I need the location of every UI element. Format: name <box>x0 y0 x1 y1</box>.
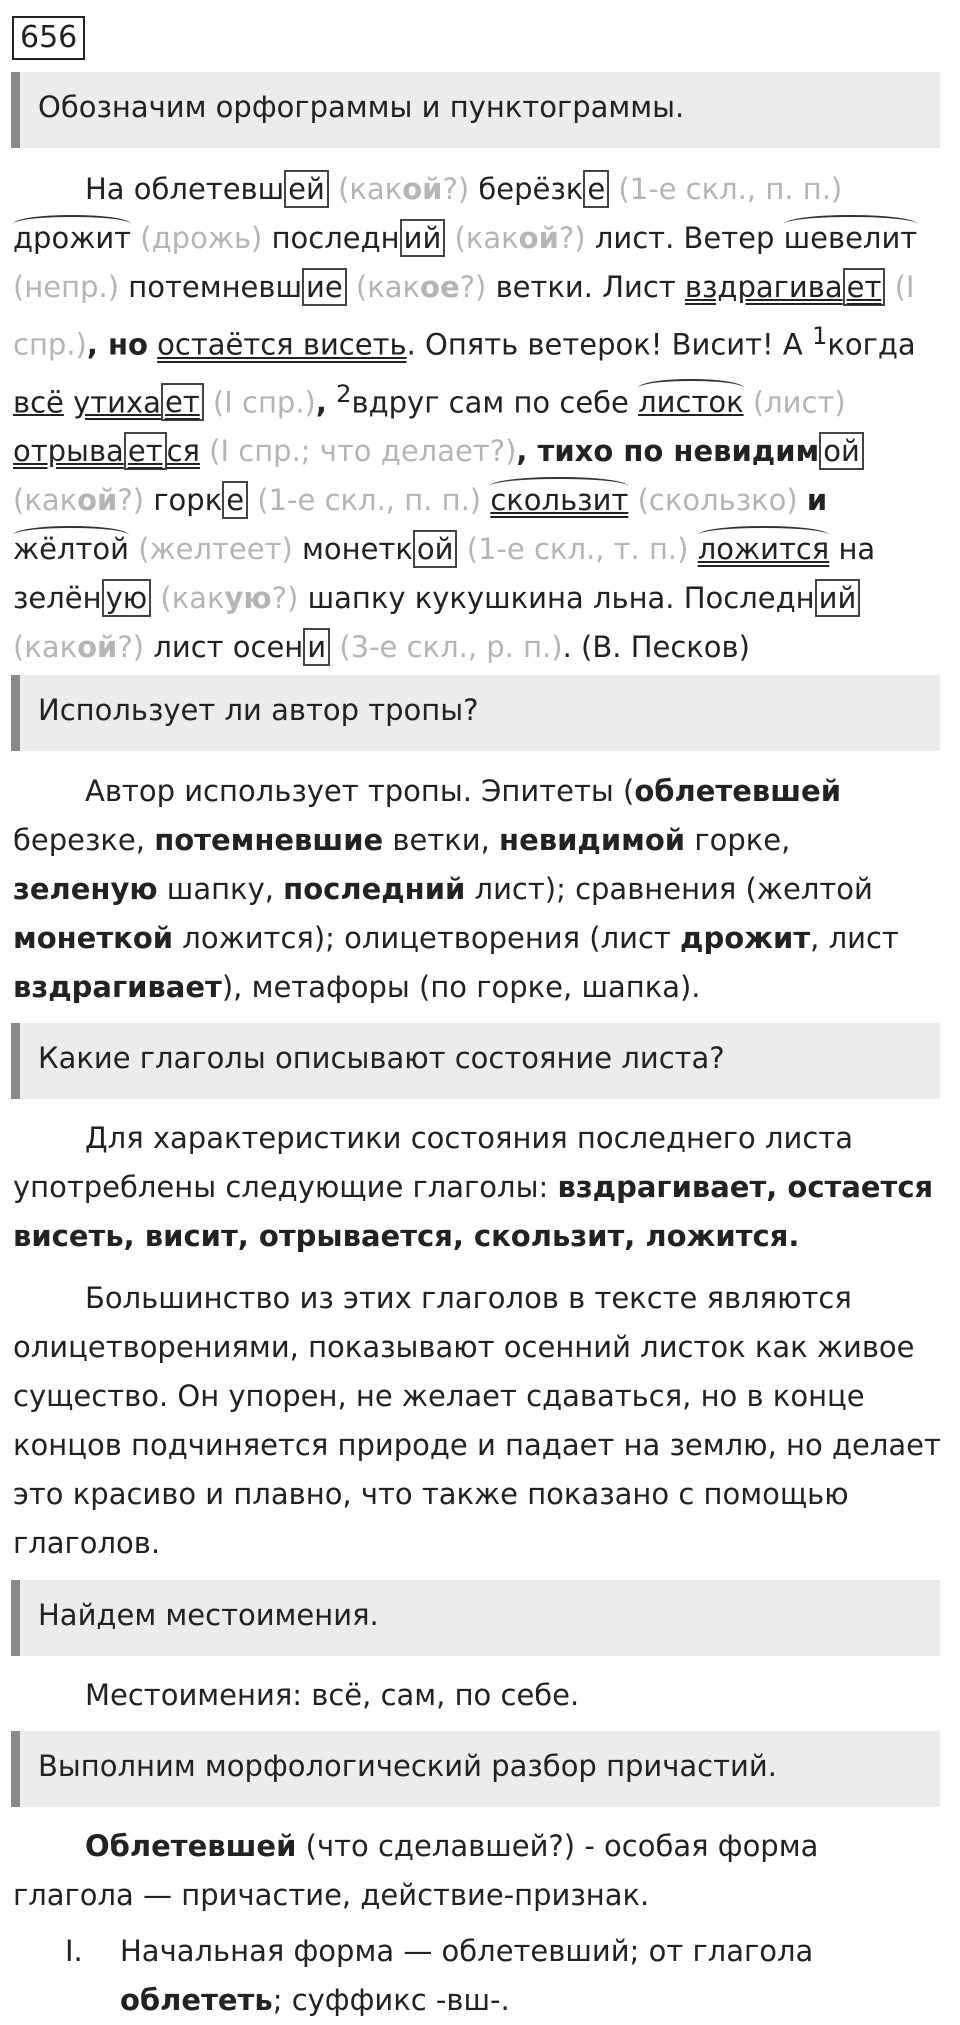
exercise-number: 656 <box>12 16 85 60</box>
annotated-text: На облетевш ей (какой?) берёзк е (1-е скл., п. п.) дрожит (дрожь) последн ий (какой?) лист. Ветер шевелит (непр.) потемневш ие (какое?) ветки. Лист вздрагива ет (I спр.), но остаётся висеть. Опять ветерок! Висит! А $^1$когда всё утиха ет (I спр.), $^2$вдруг сам по себе листок (лист) отрыва ет ся (I спр.; что делает?), тихо по невидим ой (какой?) горк е (1-е скл., п. п.) скользит (скользко) и жёлтой (желтеет) монетк ой (1-е скл., т. п.) ложится на зелён ую (какую?) шапку кукушкина льна. Последн ий (какой?) лист осен и (3-е скл., р. п.). (В. Песков) <box>13 172 918 665</box>
participle-paragraph: Облетевшей (что сделавшей?) - особая форма глагола — причастие, действие-признак. <box>13 1829 819 1912</box>
section-header-text: Использует ли автор тропы? <box>38 693 479 727</box>
tropes-paragraph: Автор использует тропы. Эпитеты (облетевшей березке, потемневшие ветки, невидимой горке, зеленую шапку, последний лист); сравнения (желтой монеткой ложится); олицетворения (лист дрожит, лист вздрагивает), метафоры (по горке, шапка). <box>13 774 899 1004</box>
list-marker: I. <box>65 1934 83 1968</box>
section-header-orthograms <box>11 72 940 148</box>
section-header-tropes <box>11 675 940 751</box>
section-header-text: Найдем местоимения. <box>38 1598 379 1632</box>
verbs-paragraph-2: Большинство из этих глаголов в тексте являются олицетворениями, показывают осенний листок как живое существо. Он упорен, не желает сдаваться, но в конце концов подчиняется природе и падает на землю, но делает это красиво и плавно, что также показано с помощью глаголов. <box>13 1281 941 1560</box>
list-item-text: Начальная форма — облетевший; от глагола облететь; суффикс -вш-. <box>120 1934 814 2017</box>
section-header-text: Обозначим орфограммы и пунктограммы. <box>38 90 685 124</box>
section-header-text: Какие глаголы описывают состояние листа? <box>38 1041 725 1075</box>
section-header-participles <box>11 1731 940 1807</box>
verbs-paragraph-1: Для характеристики состояния последнего листа употреблены следующие глаголы: вздрагивает, остается висеть, висит, отрывается, скользит, ложится. <box>13 1121 934 1253</box>
section-header-pronouns <box>11 1580 940 1656</box>
section-header-text: Выполним морфологический разбор причастий. <box>38 1749 777 1783</box>
pronouns-text: Местоимения: всё, сам, по себе. <box>85 1678 580 1712</box>
list-item <box>13 1927 943 2025</box>
section-header-verbs <box>11 1023 940 1099</box>
